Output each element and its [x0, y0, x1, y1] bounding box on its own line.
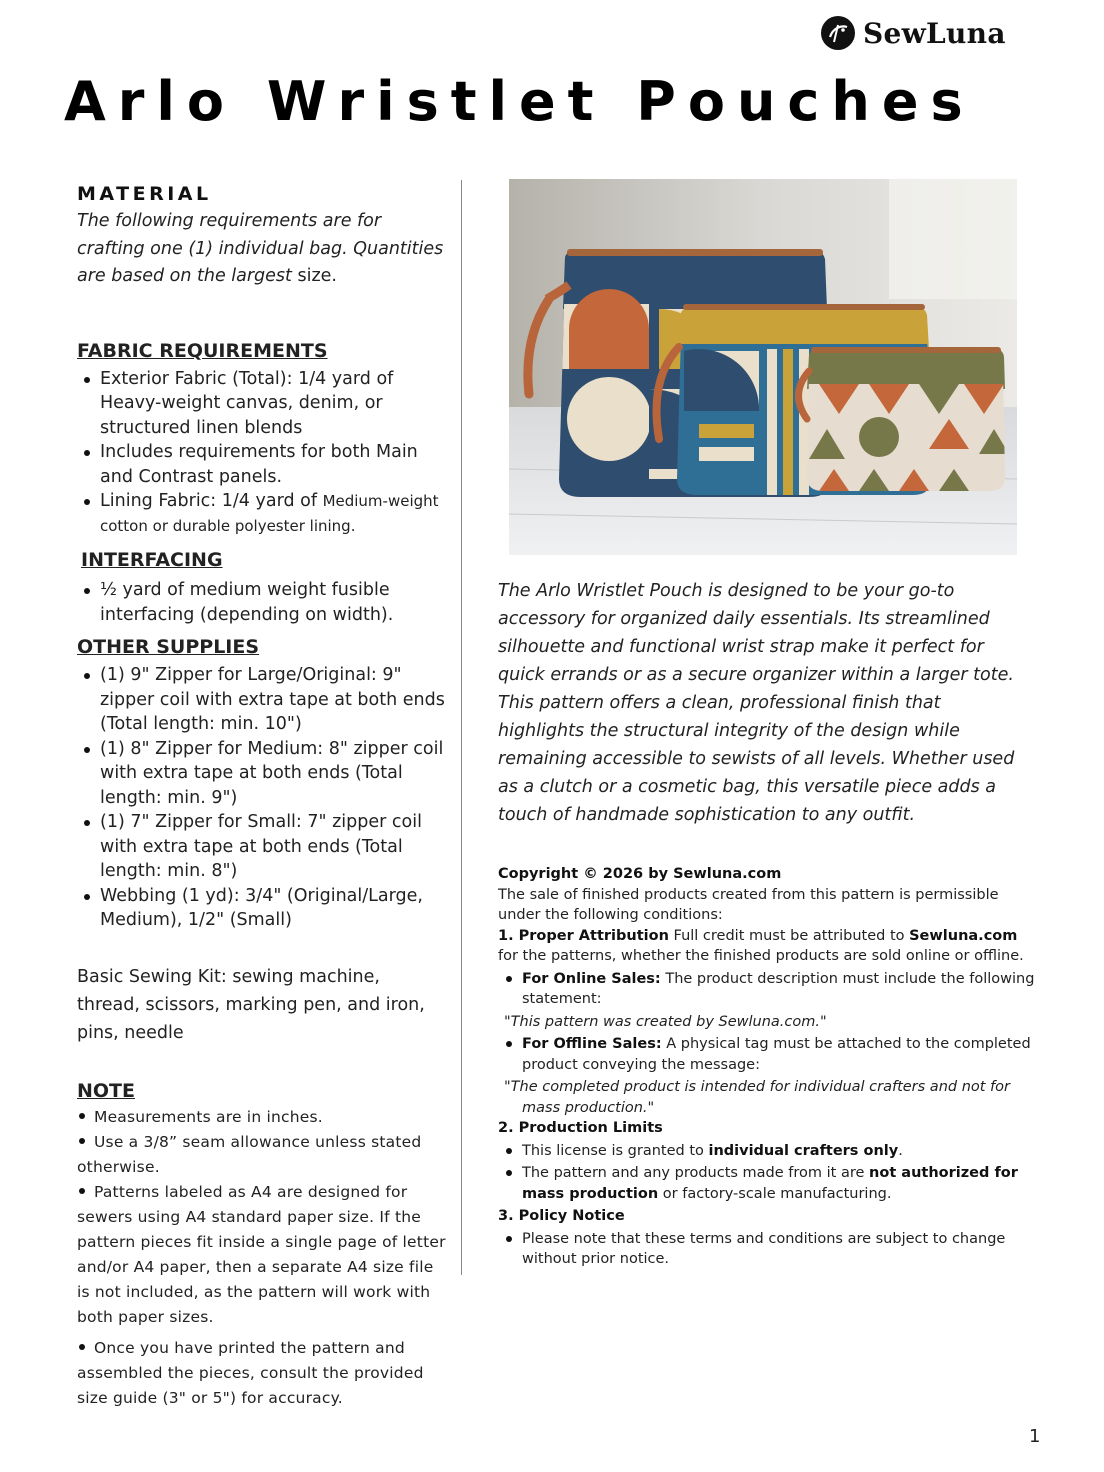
offline-quote-line: "The completed product is intended for individual crafters and not for	[504, 1079, 1010, 1095]
offline-quote	[498, 1077, 1038, 1118]
attribution-paragraph	[498, 926, 1038, 967]
bullet-icon	[79, 1344, 85, 1350]
section-title: 3. Policy Notice	[498, 1208, 625, 1224]
attribution-list	[498, 969, 1038, 1010]
offline-list	[498, 1034, 1038, 1075]
lining-detail: Medium-weight cotton or durable polyester lining.	[100, 492, 439, 535]
material-intro	[77, 208, 447, 291]
note-heading: NOTE	[77, 1079, 135, 1102]
list-item: Includes requirements for both Main and Contrast panels.	[77, 440, 447, 489]
offline-text: A physical tag must be attached to the completed product conveying the message:	[522, 1036, 1031, 1073]
list-item	[498, 969, 1038, 1010]
list-item: (1) 7" Zipper for Small: 7" zipper coil with extra tape at both ends (Total length: min. 8")	[77, 810, 447, 884]
list-item	[498, 1163, 1038, 1204]
production-list	[498, 1141, 1038, 1205]
list-emphasis: individual crafters only	[708, 1142, 899, 1159]
brand-logo	[821, 16, 1006, 50]
list-item	[498, 1034, 1038, 1075]
attribution-text: for the patterns, whether the finished products are sold online or offline.	[498, 948, 1024, 964]
attribution-site: Sewluna.com	[909, 927, 1018, 944]
note-text: Once you have printed the pattern and assembled the pieces, consult the provided size guide (3" or 5") for accuracy.	[77, 1338, 424, 1407]
product-photo	[509, 179, 1017, 555]
page-number: 1	[1029, 1426, 1041, 1447]
list-item: Webbing (1 yd): 3/4" (Original/Large, Medium), 1/2" (Small)	[77, 884, 447, 933]
offline-label: For Offline Sales:	[522, 1036, 662, 1052]
bullet-icon	[79, 1113, 85, 1119]
list-item: ½ yard of medium weight fusible interfacing (depending on width).	[77, 578, 447, 627]
section-title: 1. Proper Attribution	[498, 927, 669, 944]
sewing-kit: Basic Sewing Kit: sewing machine, thread, scissors, marking pen, and iron, pins, needle	[77, 966, 425, 1043]
material-intro-tail: size.	[291, 266, 337, 286]
list-item: (1) 8" Zipper for Medium: 8" zipper coil with extra tape at both ends (Total length: min. 9")	[77, 737, 447, 811]
note-list	[77, 1105, 447, 1411]
interfacing-heading: INTERFACING	[81, 549, 223, 571]
column-divider	[461, 180, 462, 1275]
page-title: Arlo Wristlet Pouches	[64, 70, 975, 133]
list-text: This license is granted to	[522, 1142, 709, 1159]
list-text: The pattern and any products made from it are	[522, 1165, 870, 1181]
list-item: Please note that these terms and conditions are subject to change without prior notice.	[498, 1229, 1038, 1270]
copyright-line: Copyright © 2026 by Sewluna.com	[498, 866, 782, 882]
list-item	[498, 1141, 1038, 1162]
list-emphasis: not authorized for mass production	[522, 1165, 1018, 1202]
note-text: Patterns labeled as A4 are designed for sewers using A4 standard paper size. If the pattern pieces fit inside a single page of letter and/or A4 paper, then a separate A4 size file is not included, as the pattern will work with both paper sizes.	[77, 1182, 446, 1326]
product-description: The Arlo Wristlet Pouch is designed to be your go-to accessory for organized daily essentials. Its streamlined silhouette and functional wrist strap make it perfect for quick errands or as a secure organizer within a larger tote. This pattern offers a clean, professional finish that highlights the structural integrity of the design while remaining accessible to sewists of all levels. Whether used as a clutch or a cosmetic bag, this versatile piece adds a touch of handmade sophistication to any outfit.	[498, 581, 1015, 825]
list-text: or factory-scale manufacturing.	[658, 1185, 892, 1202]
offline-quote-line: mass production."	[522, 1099, 655, 1116]
materials-column	[77, 180, 447, 1411]
lining-main: Lining Fabric: 1/4 yard of	[100, 491, 323, 511]
attribution-text: Full credit must be attributed to	[668, 927, 910, 944]
material-heading: MATERIAL	[77, 183, 212, 205]
list-item: (1) 9" Zipper for Large/Original: 9" zipper coil with extra tape at both ends (Total length: min. 10")	[77, 663, 447, 737]
online-label: For Online Sales:	[522, 970, 661, 987]
interfacing-list	[77, 578, 447, 627]
list-item	[77, 1336, 447, 1411]
online-quote: "This pattern was created by Sewluna.com."	[504, 1013, 827, 1030]
list-item: Exterior Fabric (Total): 1/4 yard of Heavy-weight canvas, denim, or structured linen blends	[77, 367, 447, 441]
policy-list	[498, 1229, 1038, 1270]
list-item	[77, 489, 447, 538]
list-item	[77, 1105, 447, 1130]
material-intro-italic: The following requirements are for crafting one (1) individual bag. Quantities are based on the largest	[77, 211, 444, 286]
list-text: .	[898, 1142, 903, 1159]
note-text: Measurements are in inches.	[94, 1107, 323, 1126]
license-intro: The sale of finished products created from this pattern is permissible under the following conditions:	[498, 886, 999, 923]
license-terms	[498, 864, 1038, 1272]
supplies-heading: OTHER SUPPLIES	[77, 636, 260, 658]
bullet-icon	[79, 1138, 85, 1144]
section-title: 2. Production Limits	[498, 1120, 663, 1136]
note-text: Use a 3/8” seam allowance unless stated otherwise.	[77, 1132, 422, 1176]
brand-name: SewLuna	[863, 16, 1006, 50]
needle-moon-icon	[821, 16, 855, 50]
small-pouch	[798, 347, 1014, 499]
fabric-heading: FABRIC REQUIREMENTS	[77, 339, 328, 362]
list-item	[77, 1130, 447, 1180]
list-item	[77, 1180, 447, 1330]
bullet-icon	[79, 1188, 85, 1194]
online-text: The product description must include the following statement:	[522, 970, 1035, 1007]
supplies-list	[77, 663, 447, 933]
fabric-list	[77, 367, 447, 539]
